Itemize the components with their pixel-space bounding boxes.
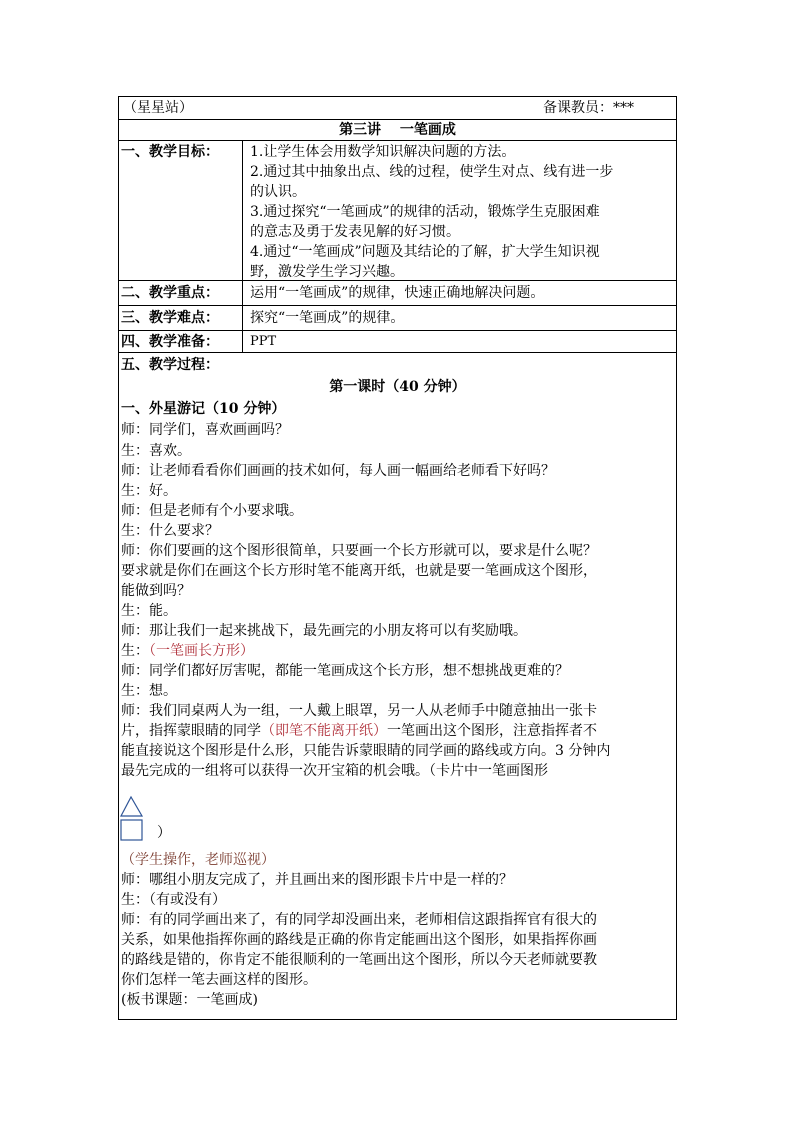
dialogue-line: 要求就是你们在画这个长方形时笔不能离开纸，也就是要一笔画成这个图形， bbox=[121, 563, 597, 579]
lesson-title: 第一课时（40 分钟） bbox=[329, 379, 466, 395]
process-label: 五、教学过程： bbox=[121, 357, 219, 373]
dialogue-line: 生：能。 bbox=[121, 603, 177, 619]
dialogue-line: 的路线是错的，你肯定不能很顺利的一笔画出这个图形，所以今天老师就要教 bbox=[121, 952, 597, 968]
station-label: （星星站） bbox=[123, 100, 193, 116]
difficulties-label: 三、教学难点： bbox=[121, 310, 219, 326]
dialogue-line: 你们怎样一笔去画这样的图形。 bbox=[121, 972, 317, 988]
objective-line: 4.通过“一笔画成”问题及其结论的了解，扩大学生知识视 bbox=[250, 244, 600, 260]
process-section bbox=[119, 353, 676, 1019]
dialogue-line: 师：同学们，喜欢画画吗？ bbox=[121, 422, 289, 438]
objective-line: 的意志及勇于发表见解的好习惯。 bbox=[250, 224, 460, 240]
dialogue-line: 生：（有或没有） bbox=[121, 892, 226, 908]
lecture-title: 第三讲 一笔画成 bbox=[339, 122, 456, 138]
difficulties-text: 探究“一笔画成”的规律。 bbox=[250, 310, 405, 326]
objective-line: 1.让学生体会用数学知识解决问题的方法。 bbox=[250, 144, 516, 160]
title-row bbox=[119, 120, 676, 141]
objective-line: 的认识。 bbox=[250, 184, 306, 200]
objective-line: 野，激发学生学习兴趣。 bbox=[250, 264, 404, 280]
dialogue-line: 师：同学们都好厉害呢，都能一笔画成这个长方形，想不想挑战更难的？ bbox=[121, 663, 569, 679]
square-shape bbox=[121, 820, 142, 840]
objectives-text bbox=[250, 142, 613, 282]
dialogue-line: 师：哪组小朋友完成了，并且画出来的图形跟卡片中是一样的？ bbox=[121, 872, 513, 888]
dialogue-line: 师：你们要画的这个图形很简单，只要画一个长方形就可以，要求是什么呢？ bbox=[121, 543, 597, 559]
dialogue-line: 关系，如果他指挥你画的路线是正确的你肯定能画出这个图形，如果指挥你画 bbox=[121, 932, 597, 948]
dialogue-line: 生：好。 bbox=[121, 483, 177, 499]
house-shape-figure bbox=[119, 794, 149, 842]
difficulties-row bbox=[119, 306, 676, 331]
dialogue-line: 片，指挥蒙眼睛的同学（即笔不能离开纸）一笔画出这个图形，注意指挥者不 bbox=[121, 723, 597, 739]
section-title: 一、外星游记（10 分钟） bbox=[121, 401, 286, 417]
dialogue-line bbox=[121, 641, 254, 661]
figure-close-paren: ） bbox=[157, 825, 171, 841]
key-points-row bbox=[119, 281, 676, 306]
dialogue-line: 师：有的同学画出来了，有的同学却没画出来，老师相信这跟指挥官有很大的 bbox=[121, 912, 597, 928]
dialogue-line: （学生操作，老师巡视） bbox=[121, 852, 275, 868]
dialogue-line: 生：想。 bbox=[121, 683, 177, 699]
dialogue-line: 师：那让我们一起来挑战下，最先画完的小朋友将可以有奖励哦。 bbox=[121, 623, 527, 639]
objectives-row bbox=[119, 141, 676, 281]
key-points-label: 二、教学重点： bbox=[121, 285, 219, 301]
preparation-text: PPT bbox=[250, 334, 277, 349]
header-row bbox=[119, 97, 676, 120]
action-note: （即笔不能离开纸） bbox=[261, 723, 387, 739]
dialogue-line: (板书课题：一笔画成) bbox=[121, 992, 258, 1008]
dialogue-line: 生：喜欢。 bbox=[121, 443, 191, 459]
objective-line: 3.通过探究“一笔画成”的规律的活动，锻炼学生克服困难 bbox=[250, 204, 600, 220]
dialogue-line: 能做到吗？ bbox=[121, 583, 191, 599]
objective-line: 2.通过其中抽象出点、线的过程，使学生对点、线有进一步 bbox=[250, 164, 614, 180]
key-points-text: 运用“一笔画成”的规律，快速正确地解决问题。 bbox=[250, 285, 545, 301]
lesson-plan-table bbox=[118, 96, 677, 1020]
dialogue-line: 生：什么要求？ bbox=[121, 523, 219, 539]
preparation-label: 四、教学准备： bbox=[121, 334, 219, 350]
dialogue-line: 师：但是老师有个小要求哦。 bbox=[121, 503, 303, 519]
preparation-row bbox=[119, 331, 676, 353]
action-note: （一笔画长方形） bbox=[149, 643, 254, 659]
dialogue-line: 师：让老师看看你们画画的技术如何，每人画一幅画给老师看下好吗？ bbox=[121, 463, 555, 479]
dialogue-line: 最先完成的一组将可以获得一次开宝箱的机会哦。（卡片中一笔画图形 bbox=[121, 763, 548, 779]
dialogue-line: 能直接说这个图形是什么形，只能告诉蒙眼睛的同学画的路线或方向。3 分钟内 bbox=[121, 743, 611, 759]
teacher-label: 备课教员：*** bbox=[543, 100, 634, 116]
dialogue-line: 师：我们同桌两人为一组，一人戴上眼罩，另一人从老师手中随意抽出一张卡 bbox=[121, 703, 597, 719]
triangle-shape bbox=[121, 797, 142, 816]
speaker-prefix: 生： bbox=[121, 643, 149, 659]
objectives-label: 一、教学目标： bbox=[121, 144, 219, 160]
